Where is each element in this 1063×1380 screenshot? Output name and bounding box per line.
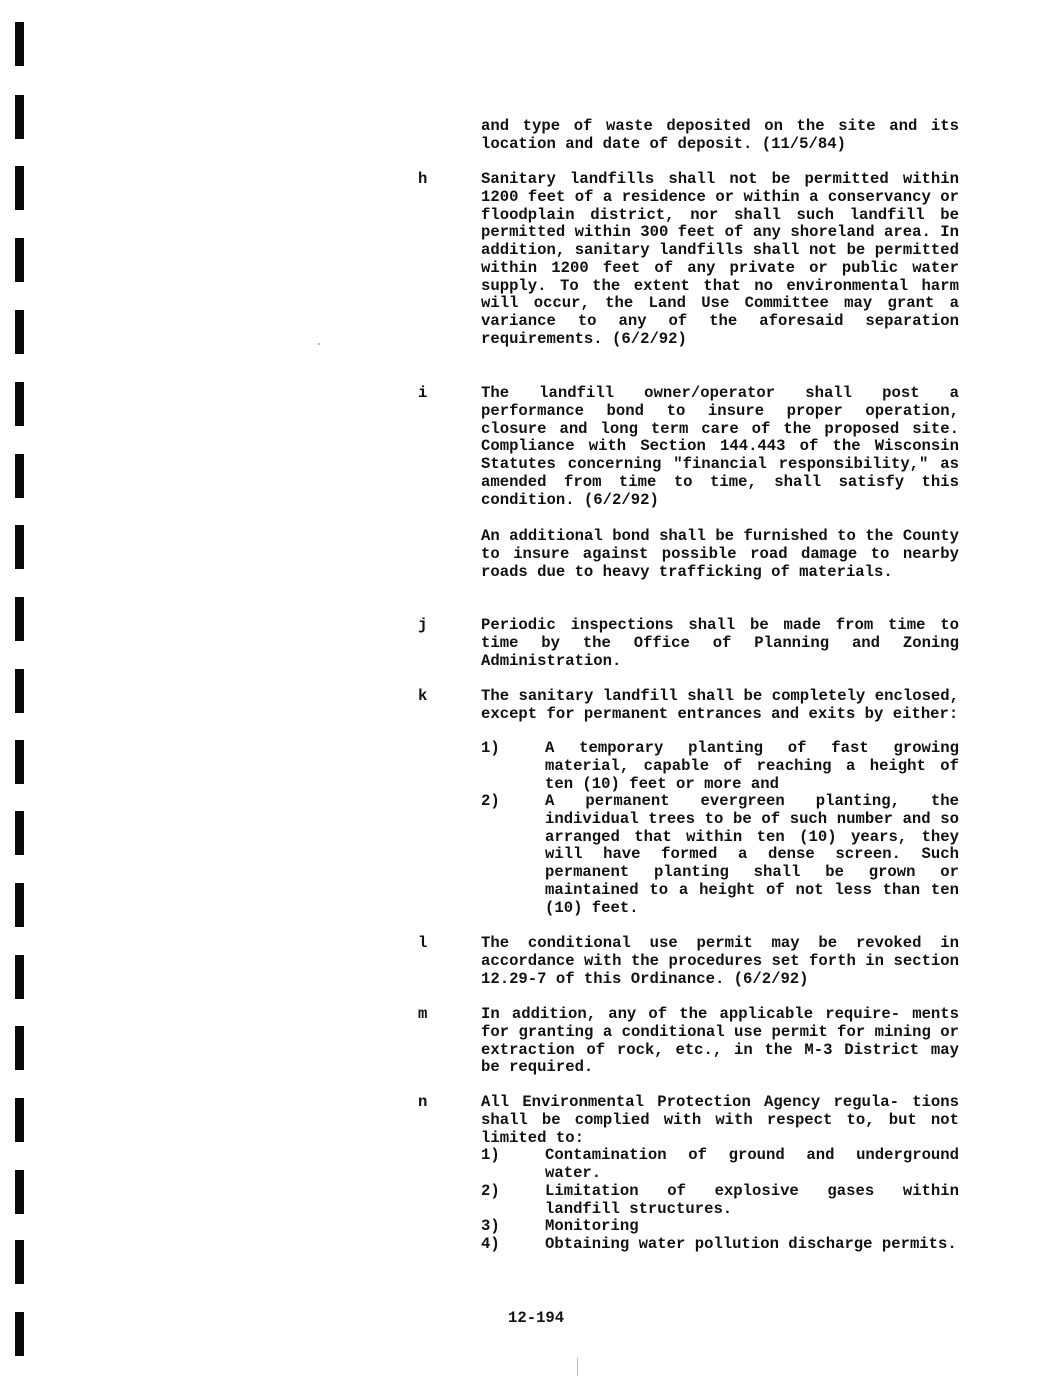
binder-mark xyxy=(15,166,24,210)
section-m-paragraph: In addition, any of the applicable require- ments for granting a conditional use permit for mining or extraction of rock, etc., in the M-3 District may be required. xyxy=(481,1005,959,1077)
section-n-item-number: 4) xyxy=(481,1235,500,1253)
section-letter-m: m xyxy=(418,1005,428,1023)
binder-mark xyxy=(15,382,24,426)
binder-mark xyxy=(15,740,24,784)
binder-mark xyxy=(15,1312,24,1356)
section-j-paragraph: Periodic inspections shall be made from time to time by the Office of Planning and Zoning Administration. xyxy=(481,616,959,670)
page-number: 12-194 xyxy=(508,1309,565,1327)
section-n-item-number: 2) xyxy=(481,1182,500,1200)
binder-mark xyxy=(15,883,24,927)
binder-mark xyxy=(15,1240,24,1284)
binder-mark xyxy=(15,310,24,354)
section-letter-h: h xyxy=(418,170,428,188)
binder-mark xyxy=(15,95,24,139)
binder-mark xyxy=(15,1026,24,1070)
section-l-paragraph: The conditional use permit may be revoked in accordance with the procedures set forth in section 12.29-7 of this Ordinance. (6/2/92) xyxy=(481,934,959,988)
section-letter-i: i xyxy=(418,384,428,402)
section-letter-j: j xyxy=(418,616,428,634)
binder-mark xyxy=(15,669,24,713)
binder-mark xyxy=(15,22,24,66)
section-n-paragraph: All Environmental Protection Agency regula- tions shall be complied with with respect to, but not limited to: xyxy=(481,1093,959,1147)
section-letter-l: l xyxy=(418,934,428,952)
section-n-item-number: 1) xyxy=(481,1146,500,1164)
binder-mark xyxy=(15,597,24,641)
section-n-item-text: Limitation of explosive gases within landfill structures. xyxy=(545,1182,959,1218)
binder-mark xyxy=(15,238,24,282)
section-letter-n: n xyxy=(418,1093,428,1111)
scan-speck xyxy=(318,343,320,345)
binder-mark xyxy=(15,454,24,498)
section-k-item-number: 1) xyxy=(481,739,500,757)
binder-mark xyxy=(15,811,24,855)
section-h-paragraph: Sanitary landfills shall not be permitted within 1200 feet of a residence or within a conservancy or floodplain district, nor shall such landfill be permitted within 300 feet of any shoreland area. In addition, sanitary landfills shall not be permitted within 1200 feet of any private or public water supply. To the extent that no environmental harm will occur, the Land Use Committee may grant a variance to any of the aforesaid separation requirements. (6/2/92) xyxy=(481,170,959,348)
section-k-item-text: A temporary planting of fast growing material, capable of reaching a height of ten (10) feet or more and xyxy=(545,739,959,793)
section-i-paragraph-2: An additional bond shall be furnished to the County to insure against possible road damage to nearby roads due to heavy trafficking of materials. xyxy=(481,527,959,581)
continuation-paragraph: and type of waste deposited on the site and its location and date of deposit. (11/5/84) xyxy=(481,117,959,153)
section-k-item-text: A permanent evergreen planting, the individual trees to be of such number and so arranged that within ten (10) years, they will have formed a dense screen. Such permanent planting shall be grown or maintained to a height of not less than ten (10) feet. xyxy=(545,792,959,917)
section-n-item-text: Monitoring xyxy=(545,1217,639,1235)
section-n-item-number: 3) xyxy=(481,1217,500,1235)
section-i-paragraph: The landfill owner/operator shall post a performance bond to insure proper operation, closure and long term care of the proposed site. Compliance with Section 144.443 of the Wisconsin Statutes concerning "financial responsibility," as amended from time to time, shall satisfy this condition. (6/2/92) xyxy=(481,384,959,509)
binder-mark xyxy=(15,955,24,999)
section-letter-k: k xyxy=(418,687,428,705)
section-k-paragraph: The sanitary landfill shall be completely enclosed, except for permanent entrances and exits by either: xyxy=(481,687,959,723)
binder-mark xyxy=(15,1098,24,1142)
binder-mark xyxy=(15,525,24,569)
section-k-item-number: 2) xyxy=(481,792,500,810)
section-n-item-text: Obtaining water pollution discharge permits. xyxy=(545,1235,957,1253)
scan-speck xyxy=(577,1358,578,1376)
section-n-item-text: Contamination of ground and underground water. xyxy=(545,1146,959,1182)
binder-mark xyxy=(15,1170,24,1214)
